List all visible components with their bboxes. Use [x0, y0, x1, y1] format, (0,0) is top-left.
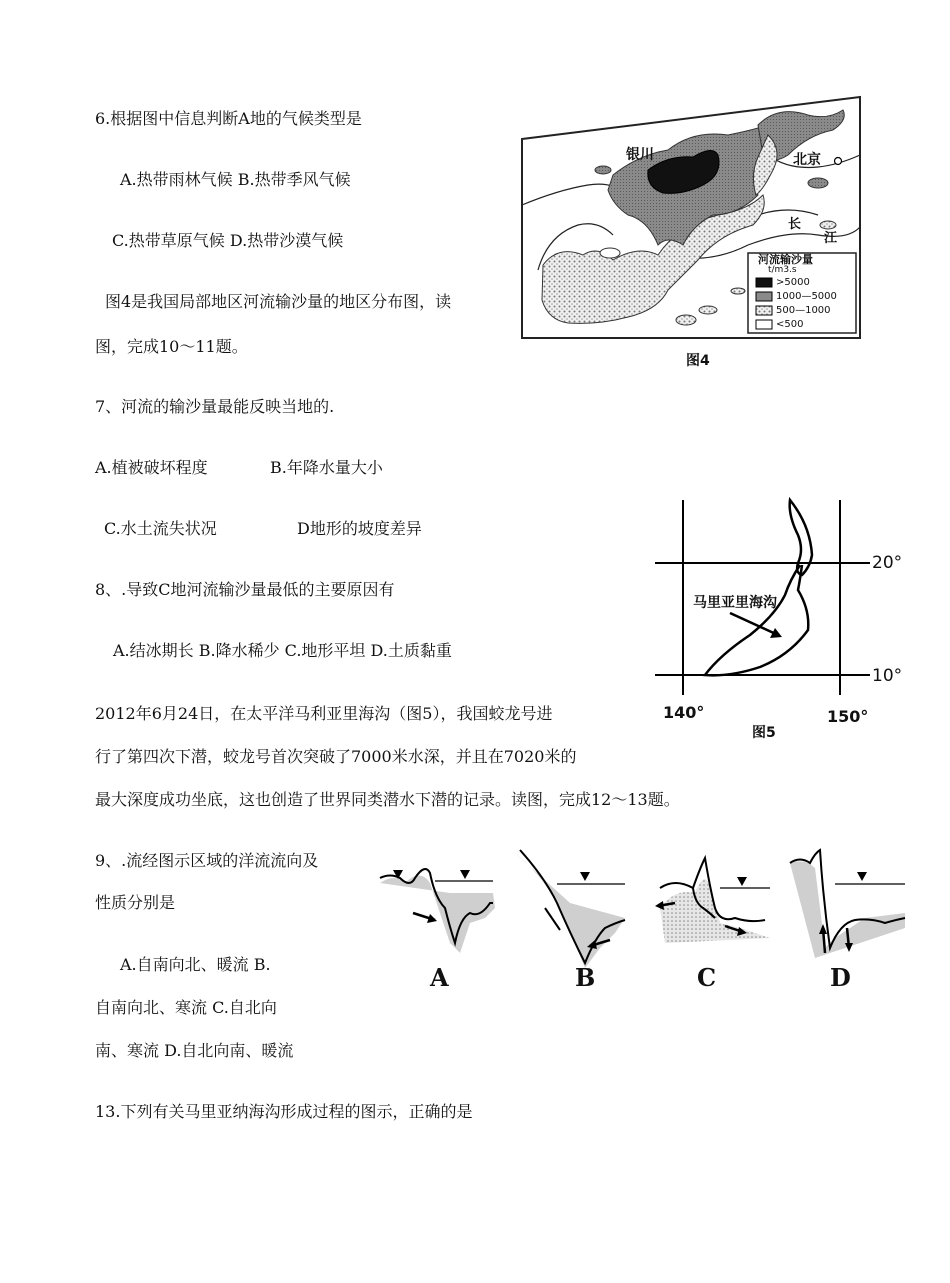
q7-option-b: B.年降水量大小 [270, 458, 383, 477]
diagram-label-a: A [430, 963, 449, 992]
lon-140-label: 140° [663, 703, 705, 722]
trench-diagram-c [655, 858, 770, 943]
diagram-label-b: B [575, 963, 596, 992]
legend-unit: t/m3.s [768, 265, 797, 275]
q9-line3: A.自南向北、暖流 B. [120, 955, 271, 974]
lat-20-label: 20° [872, 553, 903, 573]
q9-line5: 南、寒流 D.自北向南、暖流 [95, 1041, 294, 1060]
passage-line2: 行了第四次下潜，蛟龙号首次突破了7000米水深，并且在7020米的 [95, 747, 577, 766]
q8-stem: 8、.导致C地河流输沙量最低的主要原因有 [95, 580, 395, 599]
figure-5-map [650, 495, 920, 725]
q13-stem: 13.下列有关马里亚纳海沟形成过程的图示，正确的是 [95, 1102, 473, 1121]
trench-label: 马里亚里海沟 [693, 595, 777, 611]
passage-line1: 2012年6月24日，在太平洋马利亚里海沟（图5），我国蛟龙号进 [95, 704, 553, 723]
trench-diagrams [375, 848, 915, 992]
q8-options: A.结冰期长 B.降水稀少 C.地形平坦 D.土质黏重 [113, 641, 452, 660]
figure-4-map [518, 95, 863, 345]
lat-10-label: 10° [872, 666, 903, 686]
legend-item-1: >5000 [776, 277, 810, 288]
fig4-intro-line2: 图，完成10～11题。 [95, 337, 248, 356]
label-jiang: 江 [824, 231, 838, 246]
q6-stem: 6.根据图中信息判断A地的气候类型是 [95, 109, 362, 128]
q7-option-d: D地形的坡度差异 [297, 519, 422, 538]
trench-diagram-d [790, 850, 905, 958]
q9-line4: 自南向北、寒流 C.自北向 [95, 998, 277, 1017]
legend-item-2: 1000—5000 [776, 291, 837, 302]
trench-diagram-a [380, 869, 495, 953]
legend-title: 河流输沙量 [758, 253, 813, 266]
trench-diagram-b [515, 850, 625, 968]
figure-4-caption: 图4 [686, 353, 710, 369]
diagram-label-c: C [697, 963, 717, 992]
label-beijing: 北京 [793, 152, 821, 168]
fig4-intro-line1: 图4是我国局部地区河流输沙量的地区分布图，读 [105, 292, 452, 311]
q9-line2: 性质分别是 [95, 893, 176, 912]
diagram-label-d: D [830, 963, 851, 992]
q9-line1: 9、.流经图示区域的洋流流向及 [95, 851, 319, 870]
beijing-marker-icon [835, 158, 842, 165]
lon-150-label: 150° [827, 707, 869, 726]
legend-item-3: 500—1000 [776, 305, 831, 316]
label-chang: 长 [788, 217, 802, 232]
q7-option-c: C.水土流失状况 [104, 519, 217, 538]
q6-options-line2: C.热带草原气候 D.热带沙漠气候 [112, 231, 344, 250]
q7-option-a: A.植被破坏程度 [95, 458, 208, 477]
legend-item-4: <500 [776, 319, 804, 330]
passage-line3: 最大深度成功坐底，这也创造了世界同类潜水下潜的记录。读图，完成12～13题。 [95, 790, 680, 809]
q7-stem: 7、河流的输沙量最能反映当地的. [95, 397, 335, 416]
q6-options-line1: A.热带雨林气候 B.热带季风气候 [120, 170, 351, 189]
figure-5-caption: 图5 [752, 725, 776, 741]
label-yinchuan: 银川 [626, 147, 654, 163]
